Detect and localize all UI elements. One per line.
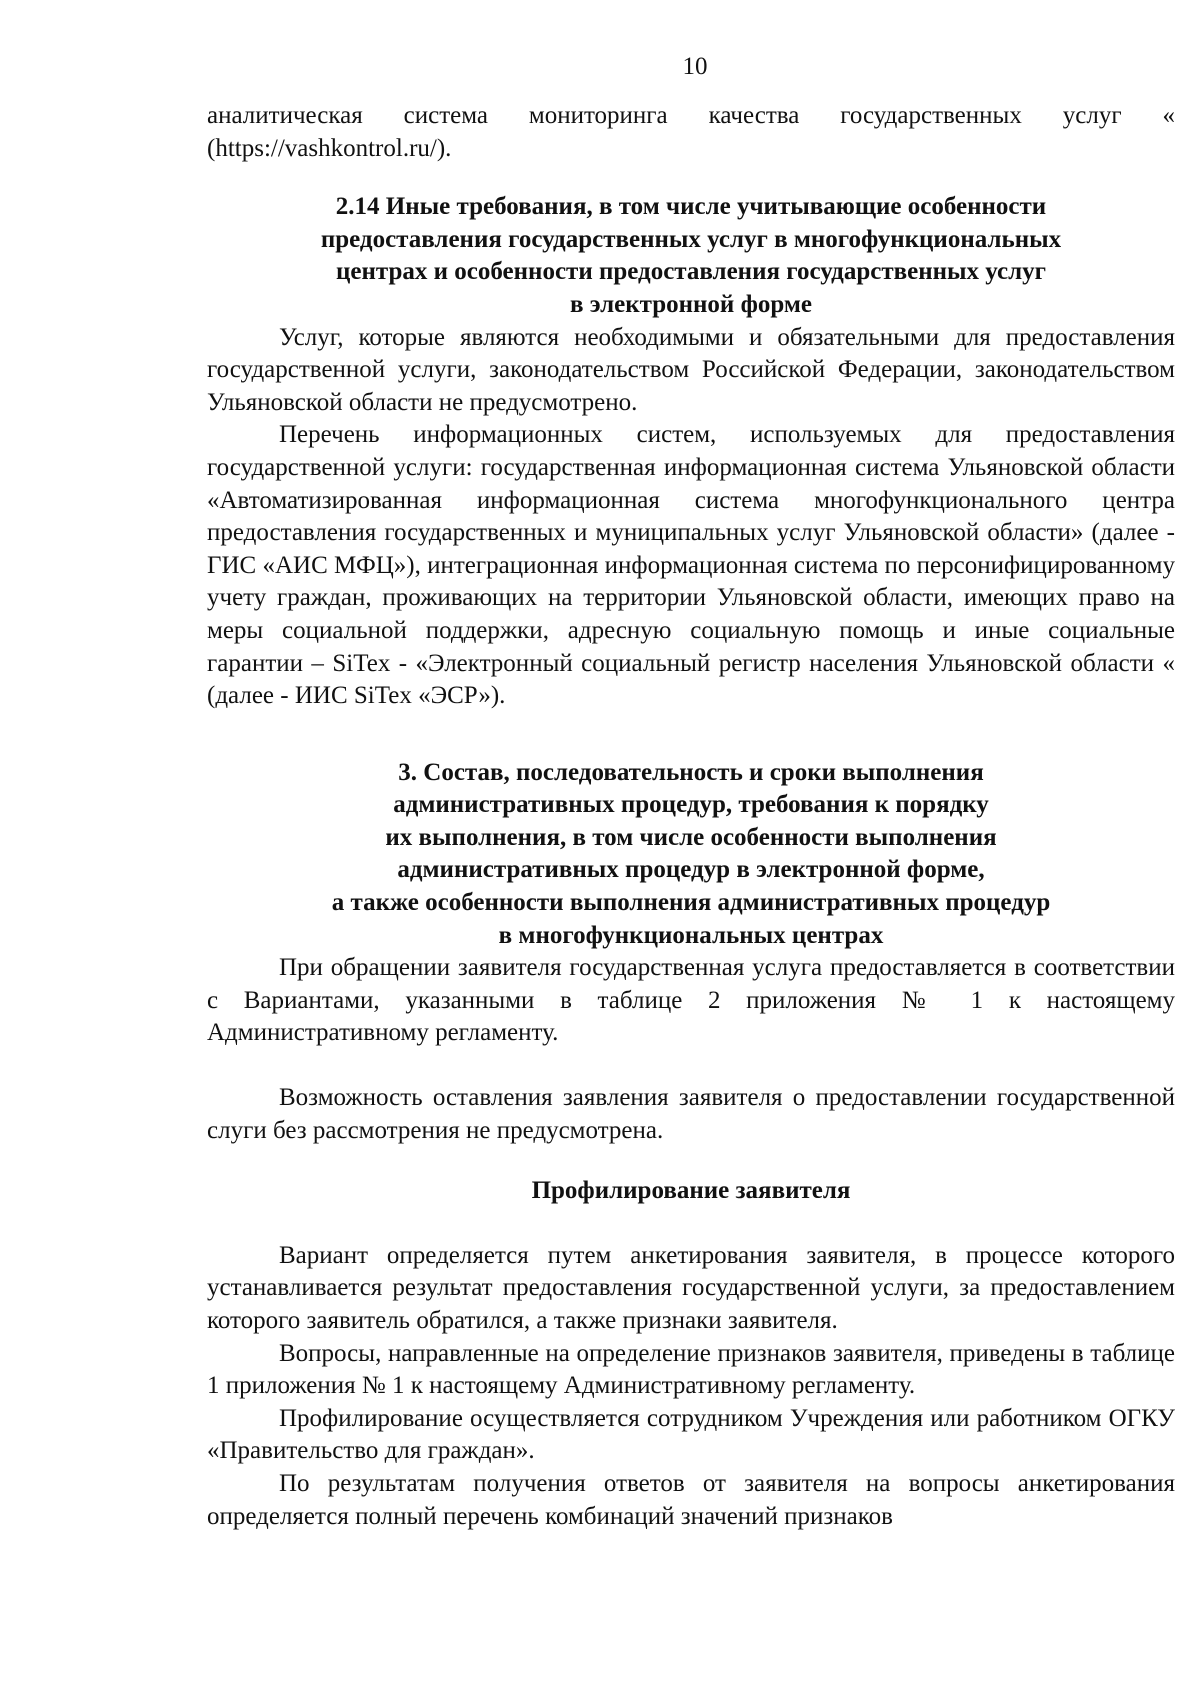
profiling-paragraph-3: Профилирование осуществляется сотрудником Учреждения или работником ОГКУ «Правительство для граждан».	[207, 1404, 1175, 1465]
section-3-heading	[207, 757, 1175, 953]
section-3-heading-line: административных процедур в электронной форме,	[397, 856, 985, 884]
section-2-14-paragraph-2: Перечень информационных систем, используемых для предоставления государственной услуги: государственная информационная система Ульяновской области «Автоматизированная информационная система многофункционального центра предоставления государственных и муниципальных услуг Ульяновской области» (далее - ГИС «АИС МФЦ»), интеграционная информационная система по персонифицированному учету граждан, проживающих на территории Ульяновской области, имеющих право на меры социальной поддержки, адресную социальную помощь и иные социальные гарантии – SiTex - «Электронный социальный регистр населения Ульяновской области « (далее - ИИС SiTex «ЭСР»).	[207, 421, 1175, 710]
profiling-heading: Профилирование заявителя	[531, 1177, 851, 1205]
section-3-heading-line: 3. Состав, последовательность и сроки выполнения	[398, 758, 984, 786]
section-2-14-heading-line: 2.14 Иные требования, в том числе учитывающие особенности	[335, 193, 1047, 221]
section-2-14-heading	[207, 191, 1175, 321]
section-3-paragraph-2: Возможность оставления заявления заявителя о предоставлении государственной слуги без рассмотрения не предусмотрена.	[207, 1084, 1175, 1144]
section-3-heading-line: а также особенности выполнения административных процедур	[331, 889, 1051, 917]
section-2-14-heading-line: предоставления государственных услуг в многофункциональных	[320, 225, 1062, 253]
section-3-heading-line: их выполнения, в том числе особенности выполнения	[385, 823, 997, 851]
section-2-14-heading-line: центрах и особенности предоставления государственных услуг	[335, 258, 1046, 286]
section-2-14-heading-line: в электронной форме	[569, 290, 813, 318]
page-number: 10	[682, 53, 708, 80]
section-3-heading-line: административных процедур, требования к порядку	[393, 791, 989, 819]
section-3-paragraph-1: При обращении заявителя государственная услуга предоставляется в соответствии с Вариантами, указанными в таблице 2 приложения № 1 к настоящему Административному регламенту.	[207, 954, 1175, 1047]
document-content	[207, 100, 1175, 1533]
intro-paragraph: аналитическая система мониторинга качества государственных услуг « (https://vashkontrol.ru/).	[207, 102, 1175, 162]
section-3-heading-line: в многофункциональных центрах	[498, 921, 884, 949]
profiling-paragraph-2: Вопросы, направленные на определение признаков заявителя, приведены в таблице 1 приложения № 1 к настоящему Административному регламенту.	[207, 1339, 1175, 1400]
profiling-paragraph-1: Вариант определяется путем анкетирования заявителя, в процессе которого устанавливается результат предоставления государственной услуги, за предоставлением которого заявитель обратился, а также признаки заявителя.	[207, 1241, 1175, 1334]
section-2-14-paragraph-1: Услуг, которые являются необходимыми и обязательными для предоставления государственной услуги, законодательством Российской Федерации, законодательством Ульяновской области не предусмотрено.	[207, 323, 1175, 416]
profiling-paragraph-4: По результатам получения ответов от заявителя на вопросы анкетирования определяется полный перечень комбинаций значений признаков	[207, 1469, 1175, 1530]
